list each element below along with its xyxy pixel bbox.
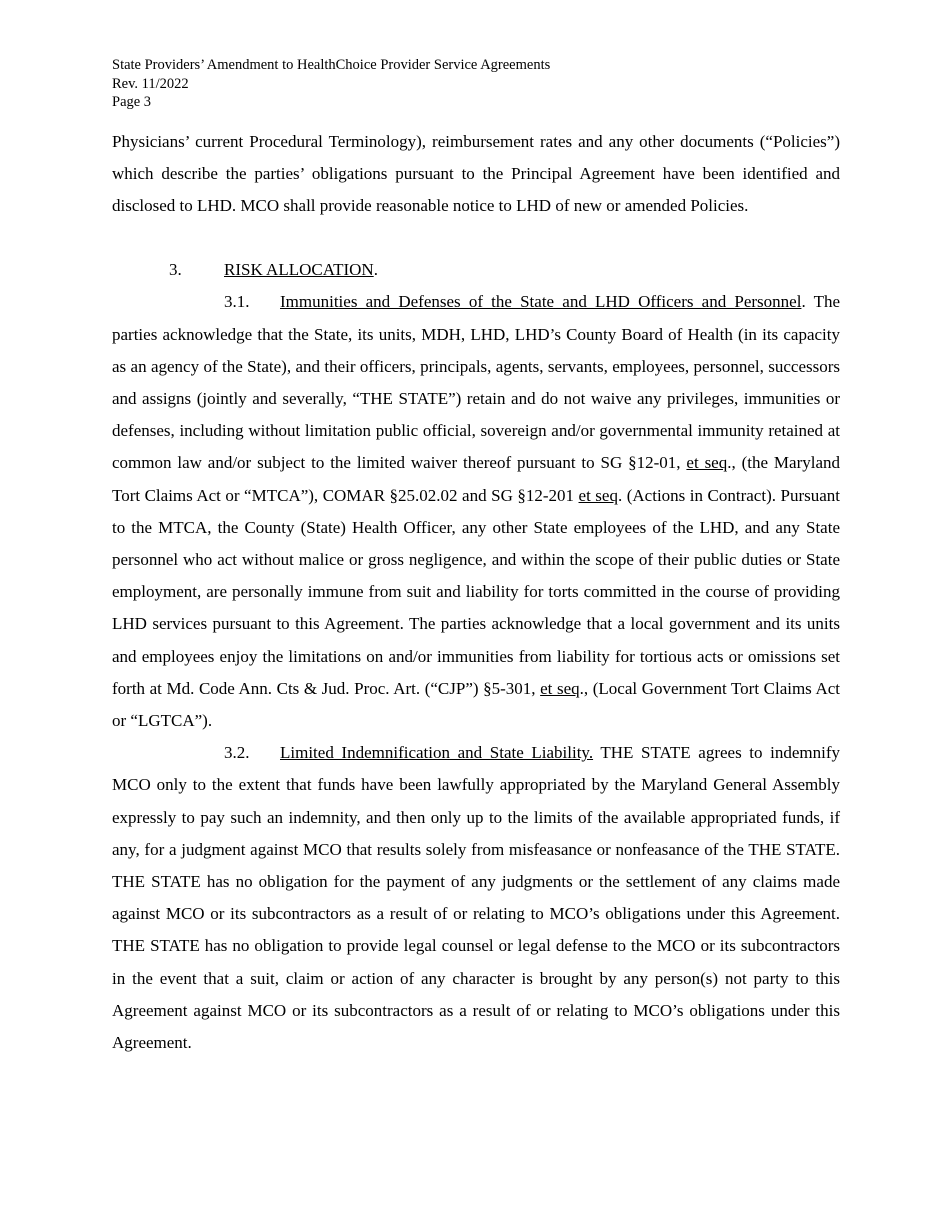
section-number: 3. bbox=[169, 260, 182, 280]
subsection-3-1-title: Immunities and Defenses of the State and LHD Officers and Personnel bbox=[280, 292, 802, 312]
et-seq-ref-3: et seq bbox=[540, 678, 580, 698]
section-heading bbox=[112, 254, 840, 286]
subsection-3-1-text-d: ., (Local Government Tort Claims Act or “LGTCA”). bbox=[112, 678, 840, 730]
header-revision: Rev. 11/2022 bbox=[112, 75, 189, 92]
subsection-3-2-title: Limited Indemnification and State Liability. bbox=[280, 743, 594, 763]
header-page-number: Page 3 bbox=[112, 94, 152, 110]
subsection-3-2-text: THE STATE agrees to indemnify MCO only to the extent that funds have been lawfully appropriated by the Maryland General Assembly expressly to pay such an indemnity, and then only up to the limits of the available appropriated funds, if any, for a judgment against MCO that results solely from misfeasance or nonfeasance of the THE STATE. THE STATE has no obligation for the payment of any judgments or the settlement of any claims made against MCO or its subcontractors as a result of or relating to MCO’s obligations under this Agreement. THE STATE has no obligation to provide legal counsel or legal defense to the MCO or its subcontractors in the event that a suit, claim or action of any character is brought by any person(s) not party to this Agreement against MCO or its subcontractors as a result of or relating to MCO’s obligations under this Agreement. bbox=[112, 743, 840, 1052]
section-title: RISK ALLOCATION bbox=[224, 260, 374, 280]
subsection-3-2-number: 3.2. bbox=[224, 743, 250, 763]
et-seq-ref-1: et seq bbox=[686, 453, 728, 473]
page-header bbox=[112, 56, 840, 112]
section-title-punct: . bbox=[373, 260, 378, 280]
subsection-3-1-text-b: ., (the Maryland Tort Claims Act or “MTCA”), COMAR §25.02.02 and SG §12-201 bbox=[112, 453, 840, 505]
subsection-3-1-number: 3.1. bbox=[224, 292, 250, 312]
subsection-3-2 bbox=[112, 737, 840, 1059]
subsection-3-1-text-a: . The parties acknowledge that the State, its units, MDH, LHD, LHD’s County Board of Health (in its capacity as an agency of the State), and their officers, principals, agents, servants, employees, personnel, successors and assigns (jointly and severally, “THE STATE”) retain and do not waive any privileges, immunities or defenses, including without limitation public official, sovereign and/or governmental immunity retained at common law and/or subject to the limited waiver thereof pursuant to SG §12-01, bbox=[112, 292, 841, 473]
intro-paragraph: Physicians’ current Procedural Terminology), reimbursement rates and any other documents (“Policies”) which describe the parties’ obligations pursuant to the Principal Agreement have been identified and disclosed to LHD. MCO shall provide reasonable notice to LHD of new or amended Policies. bbox=[112, 131, 840, 215]
header-title: State Providers’ Amendment to HealthChoice Provider Service Agreements bbox=[112, 57, 551, 73]
paragraph-spacer bbox=[112, 222, 840, 254]
document-page bbox=[112, 56, 840, 1059]
subsection-3-1-text-c: . (Actions in Contract). Pursuant to the MTCA, the County (State) Health Officer, any other State employees of the LHD, and any State personnel who act without malice or gross negligence, and within the scope of their public duties or State employment, are personally immune from suit and liability for torts committed in the course of providing LHD services pursuant to this Agreement. The parties acknowledge that a local government and its units and employees enjoy the limitations on and/or immunities from liability for tortious acts or omissions set forth at Md. Code Ann. Cts & Jud. Proc. Art. (“CJP”) §5-301, bbox=[112, 485, 840, 698]
document-body bbox=[112, 126, 840, 1060]
et-seq-ref-2: et seq bbox=[578, 485, 618, 505]
subsection-3-1 bbox=[112, 286, 840, 737]
